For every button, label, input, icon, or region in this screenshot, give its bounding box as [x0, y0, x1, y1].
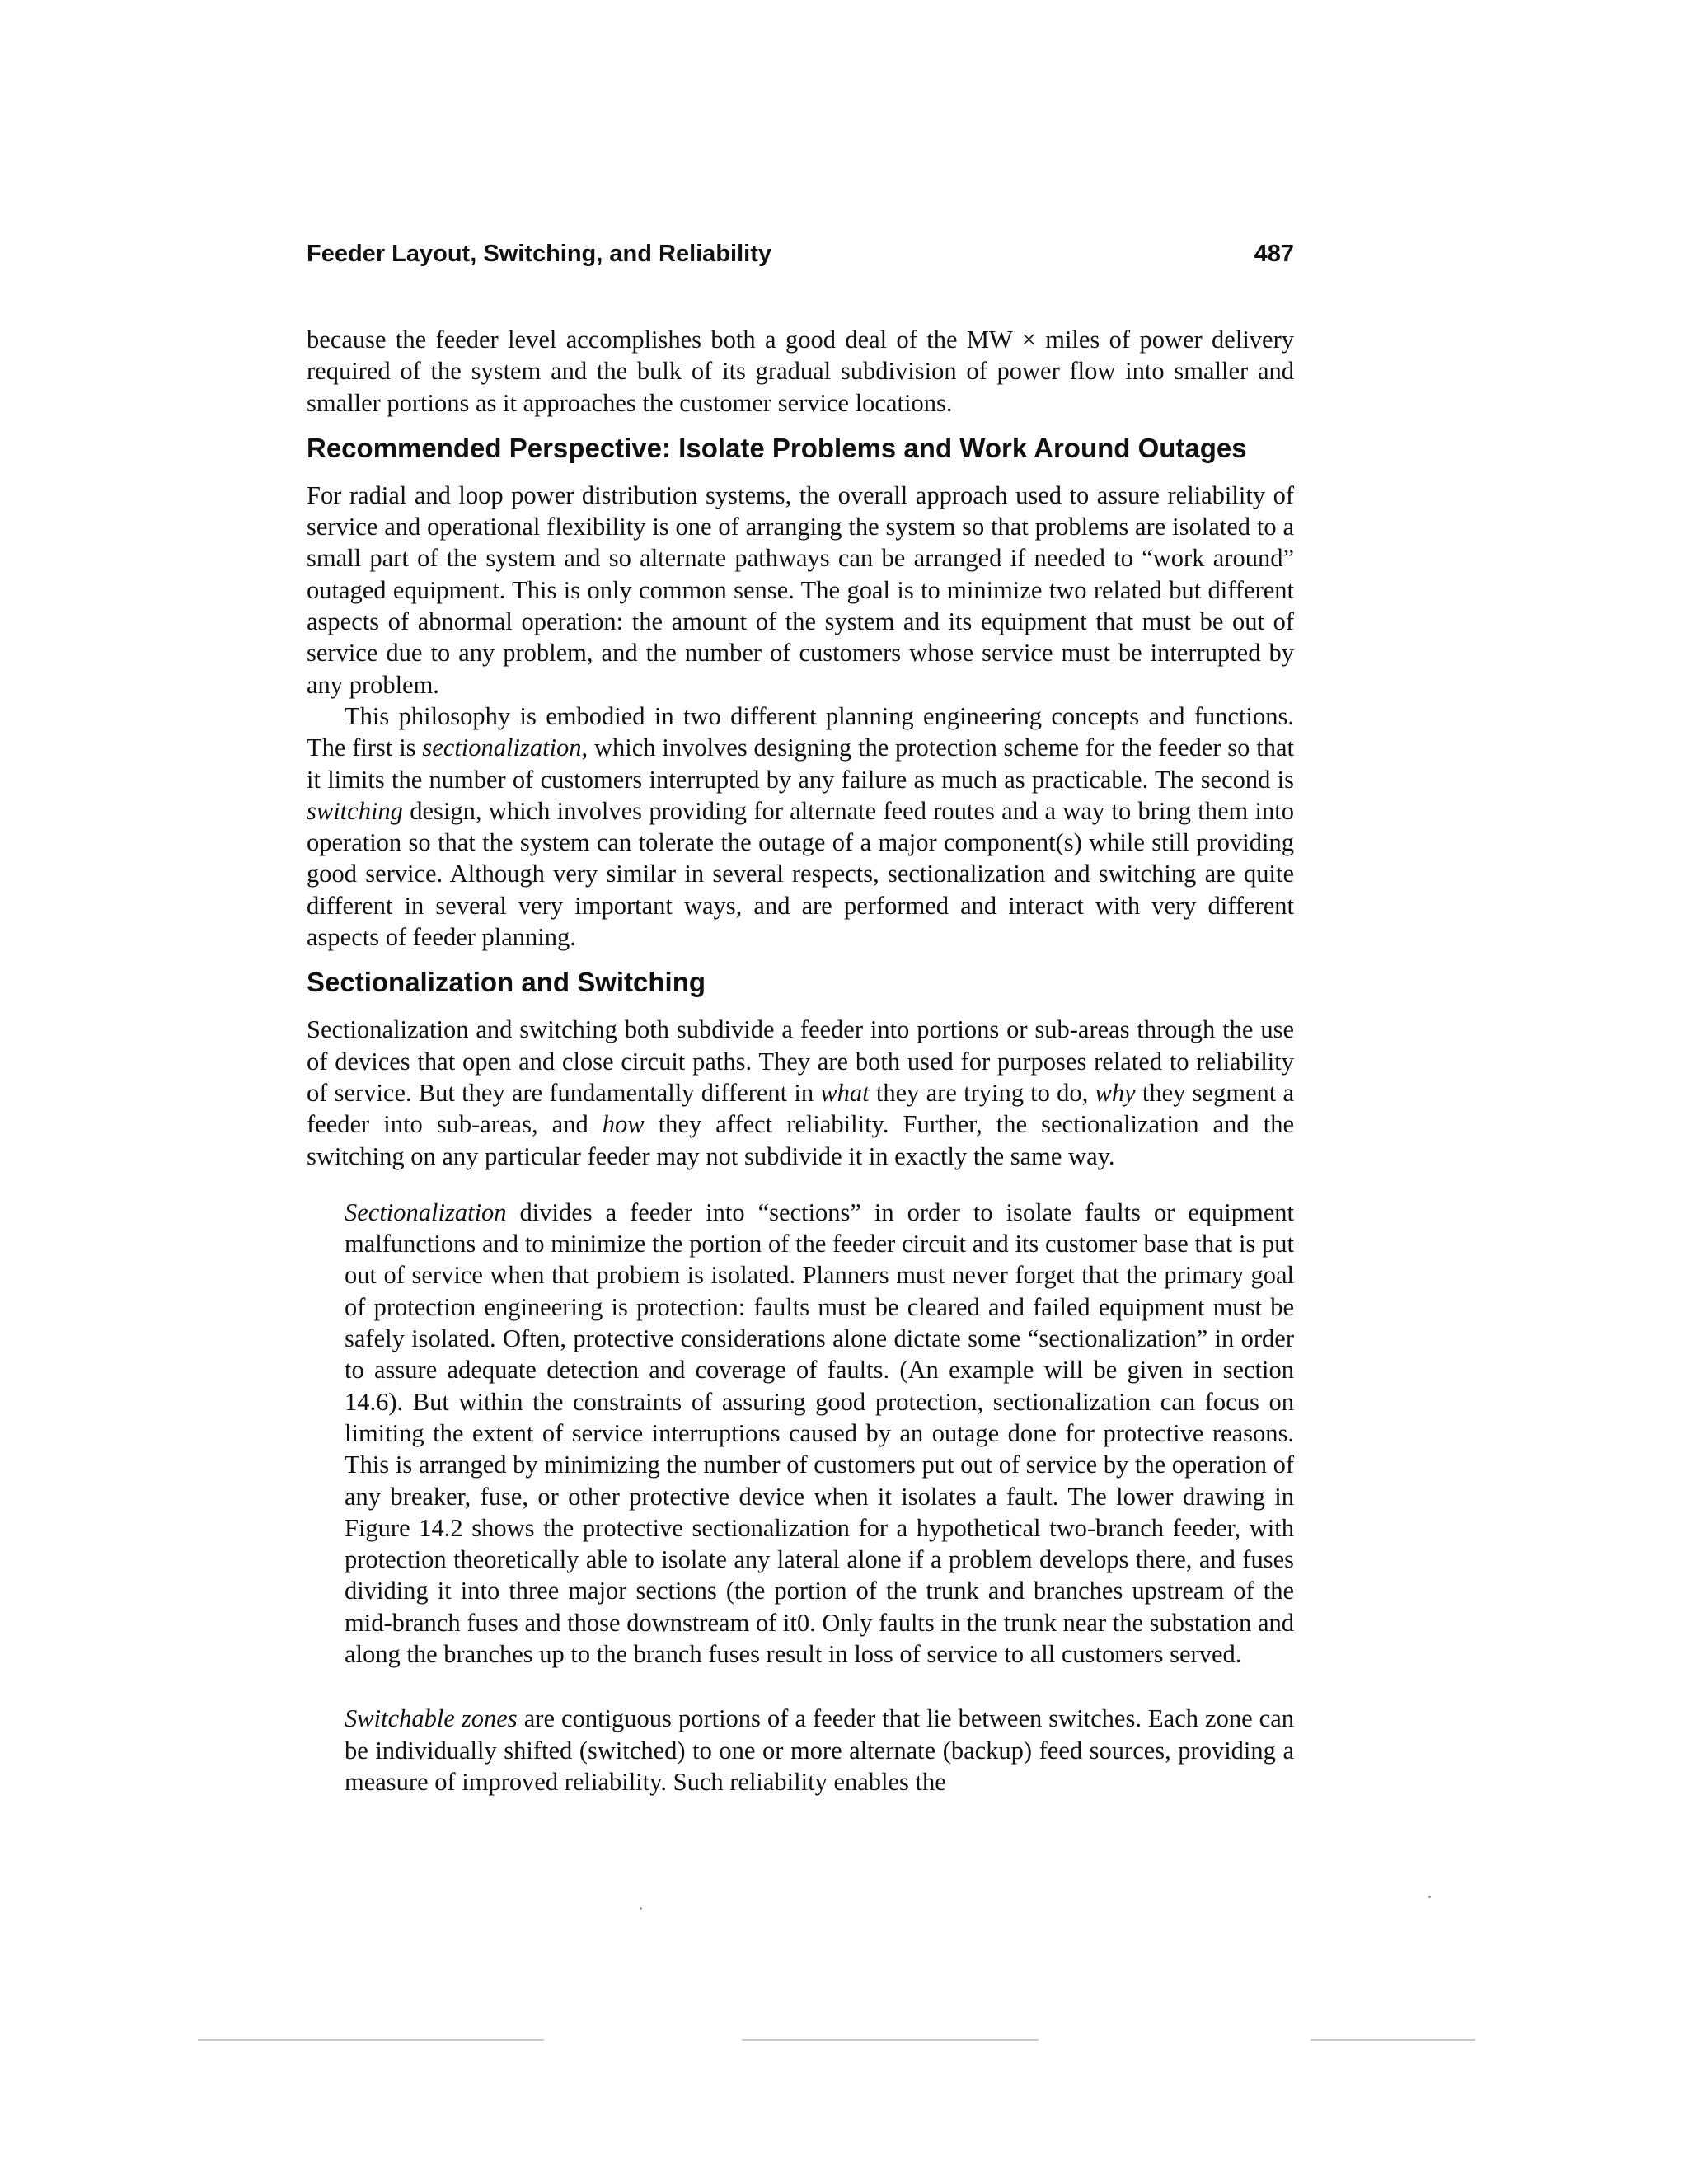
section-heading-sectionalization: Sectionalization and Switching [307, 967, 706, 998]
scan-artifact-line [742, 2039, 1039, 2041]
scan-artifact-line [198, 2039, 544, 2041]
text-run: Sectionalization and switching both subdivide a feeder into portions or sub-areas through the use of devices that open and close circuit paths. They are both used for purposes related to reliability of service. But they are fundamentally different in [307, 1015, 1294, 1107]
text-run: they are trying to do, [869, 1078, 1095, 1107]
paragraph-switchable-zones [345, 1703, 1294, 1797]
text-run: design, which involves providing for alternate feed routes and a way to bring them into operation so that the system can tolerate the outage of a major component(s) while still providing good service. Although very similar in several respects, sectionalization and switching are quite different in several very important ways, and are performed and interact with very different aspects of feeder planning. [307, 796, 1294, 952]
paragraph-philosophy [307, 701, 1294, 953]
text-run: are contiguous portions of a feeder that lie between switches. Each zone can be individually shifted (switched) to one or more alternate (backup) feed sources, providing a measure of improved reliability. Such reliability enables the [345, 1704, 1294, 1796]
text-run: , which involves designing the protection scheme for the feeder so that it limits the number of customers interrupted by any failure as much as practicable. The second is [307, 733, 1294, 794]
paragraph-sectionalization-definition [345, 1197, 1294, 1670]
scan-speck [1428, 1896, 1431, 1898]
paragraph-approach: For radial and loop power distribution systems, the overall approach used to assure reliability of service and operational flexibility is one of arranging the system so that problems are isolated to a small part of the system and so alternate pathways can be arranged if needed to “work around” outaged equipment. This is only common sense. The goal is to minimize two related but different aspects of abnormal operation: the amount of the system and its equipment that must be out of service due to any problem, and the number of customers whose service must be interrupted by any problem. [307, 480, 1294, 699]
body-text [307, 324, 1294, 1797]
page-number: 487 [1254, 241, 1294, 267]
running-header-title: Feeder Layout, Switching, and Reliability [307, 241, 771, 267]
term-sectionalization: Sectionalization [345, 1197, 507, 1226]
term-sectionalization: sectionalization [422, 733, 582, 762]
text-run: This philosophy is embodied in two different planning engineering concepts and functions. The first is [307, 701, 1294, 762]
emphasis-what: what [820, 1078, 870, 1107]
running-header [307, 241, 1294, 274]
paragraph-subdivide [307, 1014, 1294, 1171]
scan-artifact-line [1311, 2039, 1475, 2041]
term-switchable-zones: Switchable zones [345, 1704, 518, 1733]
section-heading-perspective: Recommended Perspective: Isolate Problems and Work Around Outages [307, 432, 1247, 463]
emphasis-why: why [1095, 1078, 1136, 1107]
text-run: they affect reliability. Further, the sectionalization and the switching on any particular feeder may not subdivide it in exactly the same way. [307, 1110, 1294, 1170]
text-run: they segment a feeder into sub-areas, and [307, 1078, 1294, 1139]
emphasis-how: how [602, 1110, 645, 1139]
scan-speck [640, 1907, 642, 1910]
text-run: divides a feeder into “sections” in order to isolate faults or equipment malfunctions and to minimize the portion of the feeder circuit and its customer base that is put out of service when that probiem is isolated. Planners must never forget that the primary goal of protection engineering is protection: faults must be cleared and failed equipment must be safely isolated. Often, protective considerations alone dictate some “sectionalization” in order to assure adequate detection and coverage of faults. (An example will be given in section 14.6). But within the constraints of assuring good protection, sectionalization can focus on limiting the extent of service interruptions caused by an outage done for protective reasons. This is arranged by minimizing the number of customers put out of service by the operation of any breaker, fuse, or other protective device when it isolates a fault. The lower drawing in Figure 14.2 shows the protective sectionalization for a hypothetical two-branch feeder, with protection theoretically able to isolate any lateral alone if a problem develops there, and fuses dividing it into three major sections (the portion of the trunk and branches upstream of the mid-branch fuses and those downstream of it0. Only faults in the trunk near the substation and along the branches up to the branch fuses result in loss of service to all customers served. [345, 1197, 1294, 1668]
paragraph-continued: because the feeder level accomplishes both a good deal of the MW × miles of power delivery required of the system and the bulk of its gradual subdivision of power flow into smaller and smaller portions as it approaches the customer service locations. [307, 326, 1294, 417]
term-switching: switching [307, 796, 403, 825]
